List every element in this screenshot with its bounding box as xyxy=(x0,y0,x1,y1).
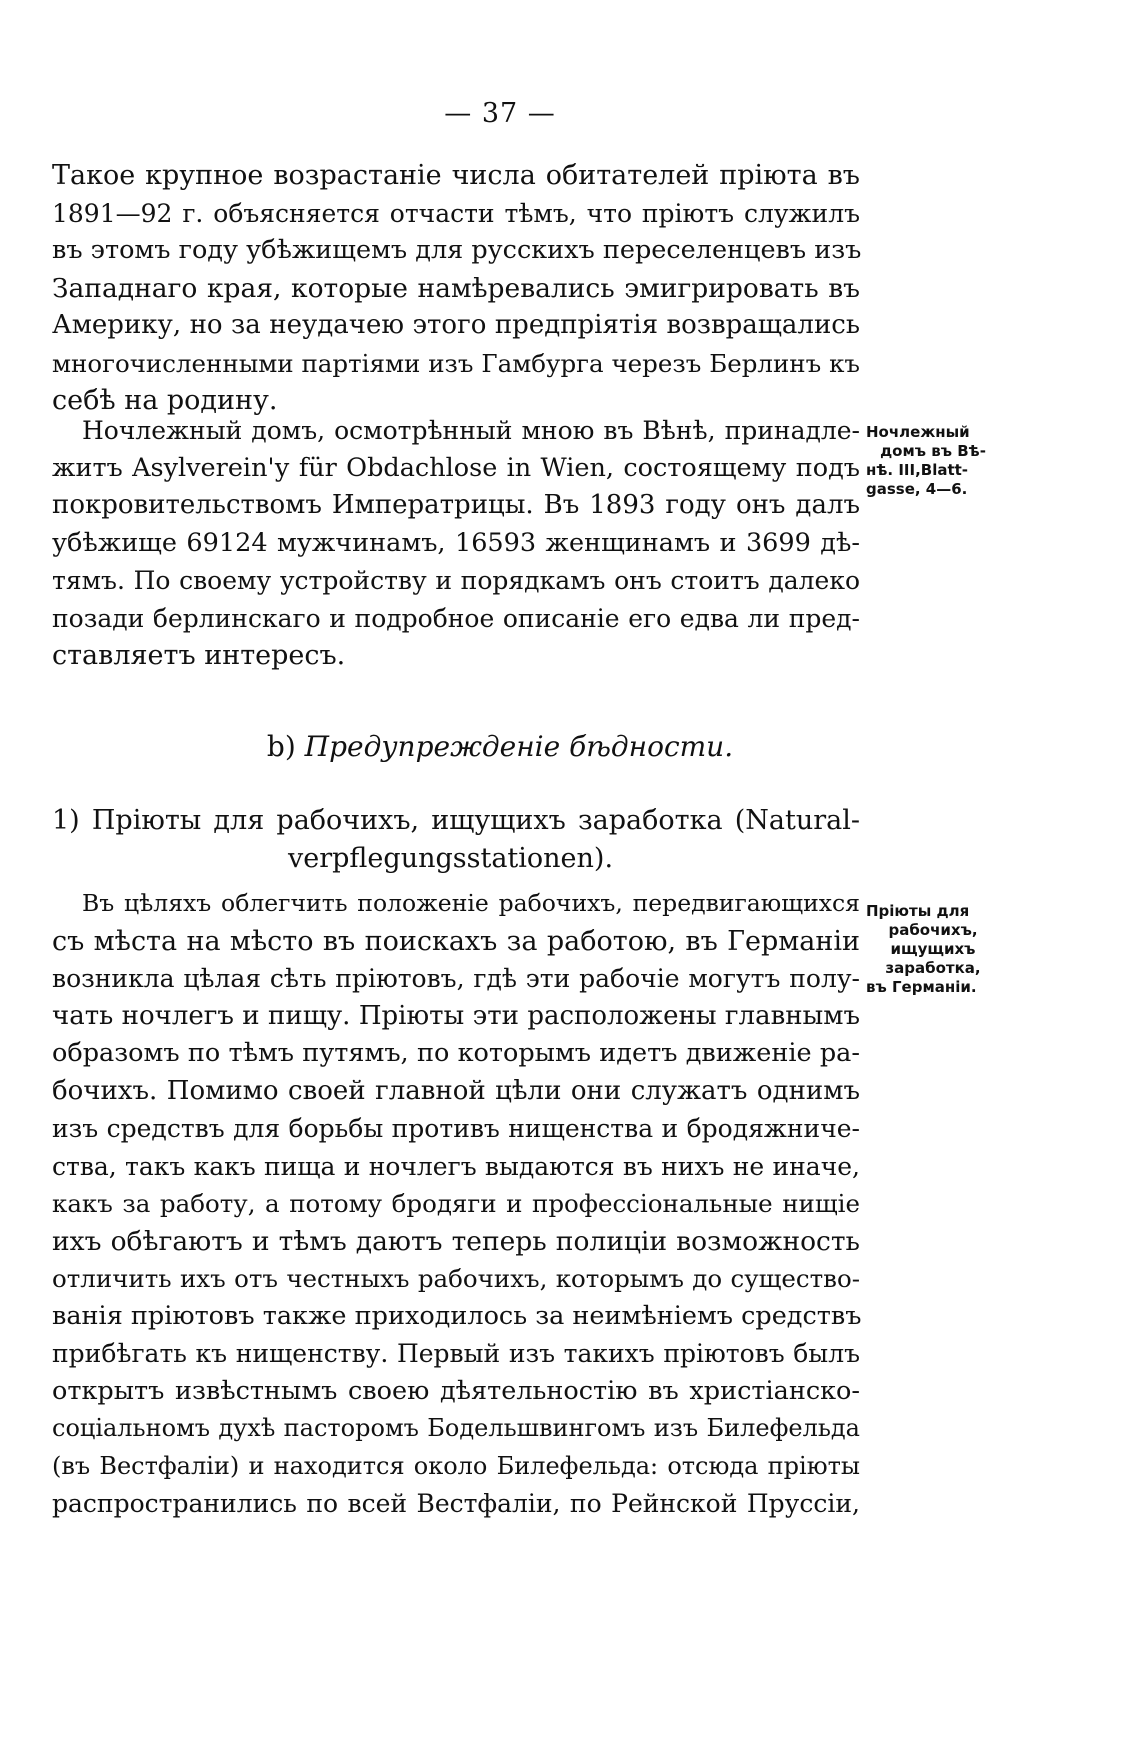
text-line: образомъ по тѣмъ путямъ, по которымъ идетъ движеніе ра- xyxy=(52,1038,860,1068)
text-line: Ночлежный домъ, осмотрѣнный мною въ Вѣнѣ, принадле- xyxy=(82,416,860,445)
text-line: бочихъ. Помимо своей главной цѣли они служатъ однимъ xyxy=(52,1075,860,1106)
text-line: прибѣгать къ нищенству. Первый изъ такихъ пріютовъ былъ xyxy=(52,1339,860,1368)
text-line: изъ средствъ для борьбы противъ нищенства и бродяжниче- xyxy=(52,1114,860,1143)
text-line: ванія пріютовъ также приходилось за неимѣніемъ средствъ xyxy=(52,1300,862,1331)
margin-note-line: ищущихъ xyxy=(890,940,976,958)
text-line: возникла цѣлая сѣть пріютовъ, гдѣ эти рабочіе могутъ полу- xyxy=(52,964,860,993)
margin-note-worker-shelters xyxy=(866,902,1000,997)
text-line: позади берлинскаго и подробное описаніе его едва ли пред- xyxy=(52,603,860,633)
text-line: (въ Вестфаліи) и находится около Билефельда: отсюда пріюты xyxy=(52,1451,860,1480)
section-title: Предупрежденіе бѣдности. xyxy=(304,730,734,763)
text-line: покровительствомъ Императрицы. Въ 1893 году онъ далъ xyxy=(52,490,860,520)
margin-note-night-shelter xyxy=(866,423,1000,499)
margin-note-line: нѣ. III,Blatt- xyxy=(866,461,969,479)
text-line: Такое крупное возрастаніе числа обитателей пріюта въ xyxy=(52,160,860,191)
text-line: въ этомъ году убѣжищемъ для русскихъ переселенцевъ изъ xyxy=(52,235,862,265)
text-line: соціальномъ духѣ пасторомъ Бодельшвингомъ изъ Билефельда xyxy=(52,1414,860,1442)
margin-note-line: въ Германіи. xyxy=(866,978,977,996)
text-line: съ мѣста на мѣсто въ поискахъ за работою, въ Германіи xyxy=(52,925,860,957)
text-line: отличить ихъ отъ честныхъ рабочихъ, которымъ до существо- xyxy=(52,1264,860,1293)
text-line: себѣ на родину. xyxy=(52,385,278,416)
margin-note-line: Пріюты для xyxy=(866,902,970,920)
margin-note-line: заработка, xyxy=(885,959,981,977)
subsection-heading xyxy=(52,802,860,878)
text-line: 1891—92 г. объясняется отчасти тѣмъ, что пріютъ служилъ xyxy=(52,198,860,228)
text-line: житъ Asylverein'у für Obdachlose in Wien, состоящему подъ xyxy=(52,452,860,483)
section-heading xyxy=(0,730,1000,763)
margin-note-line: Ночлежный xyxy=(866,423,970,441)
margin-note-line: gasse, 4—6. xyxy=(866,480,968,498)
text-line: многочисленными партіями изъ Гамбурга черезъ Берлинъ къ xyxy=(52,348,860,378)
paragraph-3 xyxy=(52,885,860,1523)
subsection-heading-line-2: verpflegungsstationen). xyxy=(288,843,614,874)
text-line: Въ цѣляхъ облегчить положеніе рабочихъ, передвигающихся xyxy=(82,889,860,917)
text-line: открытъ извѣстнымъ своею дѣятельностію въ христіанско- xyxy=(52,1375,860,1406)
paragraph-1 xyxy=(52,157,860,420)
text-line: распространились по всей Вестфаліи, по Рейнской Пруссіи, xyxy=(52,1489,860,1518)
text-line: Западнаго края, которые намѣревались эмигрировать въ xyxy=(52,272,860,304)
text-line: тямъ. По своему устройству и порядкамъ онъ стоитъ далеко xyxy=(52,566,860,595)
margin-note-line: рабочихъ, xyxy=(888,921,978,939)
text-line: ства, такъ какъ пища и ночлегъ выдаются въ нихъ не иначе, xyxy=(52,1151,860,1181)
section-letter: b) xyxy=(266,730,296,763)
text-line: ихъ обѣгаютъ и тѣмъ даютъ теперь полиціи возможность xyxy=(52,1225,860,1257)
subsection-heading-line-1: 1) Пріюты для рабочихъ, ищущихъ заработка (Natural- xyxy=(52,805,860,836)
text-line: какъ за работу, а потому бродяги и профессіональные нищіе xyxy=(52,1189,860,1218)
text-line: убѣжище 69124 мужчинамъ, 16593 женщинамъ и 3699 дѣ- xyxy=(52,527,860,558)
margin-note-line: домъ въ Вѣ- xyxy=(880,442,986,460)
page-number: — 37 — xyxy=(444,98,556,129)
text-line: Америку, но за неудачею этого предпріятія возвращались xyxy=(52,310,860,340)
paragraph-2 xyxy=(52,412,860,675)
text-line: чать ночлегъ и пищу. Пріюты эти расположены главнымъ xyxy=(52,1000,860,1031)
text-line: ставляетъ интересъ. xyxy=(52,640,346,671)
